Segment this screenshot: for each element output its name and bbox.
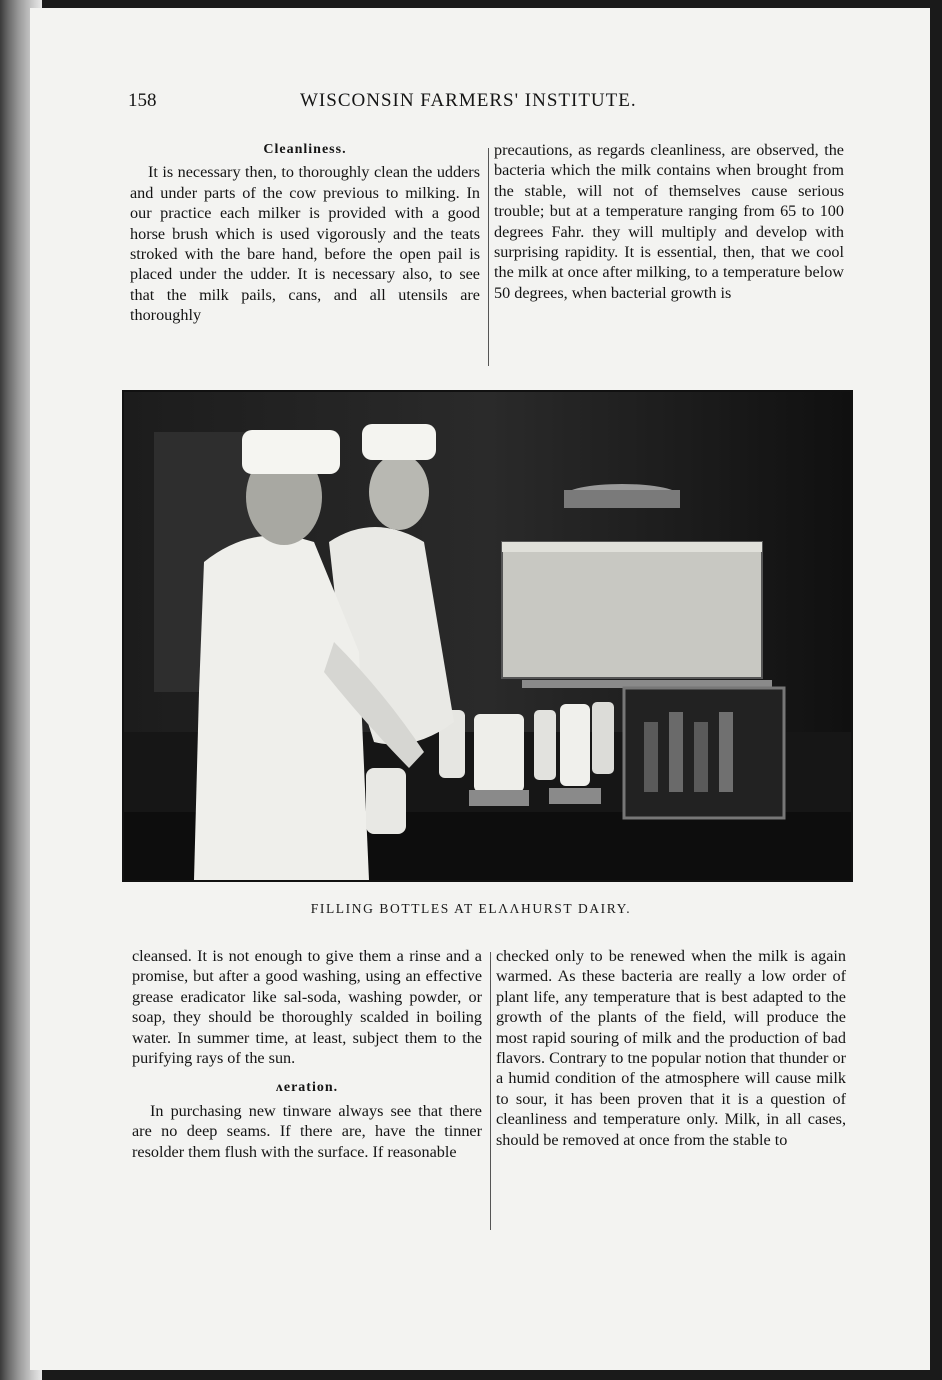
column-top-left	[130, 140, 480, 326]
paragraph-cleansed: cleansed. It is not enough to give them a rinse and a promise, but after a good washing, using an effective grease eradicator like sal-soda, washing powder, or soap, they should be thoroughly scalded in boiling water. In summer time, at least, subject them to the purifying rays of the sun.	[132, 947, 482, 1068]
paragraph-checked: checked only to be renewed when the milk is again warmed. As these bacteria are really a low order of plant life, any temperature that is best adapted to the growth of the plants of the field, will produce the most rapid souring of milk and the production of bad flavors. Contrary to tne popular notion that thunder or a humid condition of the atmosphere will cause milk to sour, it has been proven that it is a question of cleanliness and temperature only. Milk, in all cases, should be removed at once from the stable to	[496, 947, 846, 1149]
section-heading-aeration: ʌeration.	[275, 1080, 339, 1096]
column-top-right	[494, 140, 844, 303]
column-bottom-right	[496, 946, 846, 1150]
column-rule-bottom	[490, 952, 491, 1230]
column-bottom-left	[132, 946, 482, 1162]
running-head-title: WISCONSIN FARMERS' INSTITUTE.	[300, 90, 637, 111]
page-number: 158	[128, 90, 157, 111]
dairy-photograph	[122, 390, 853, 882]
running-head	[0, 90, 942, 114]
section-heading-cleanliness: Cleanliness.	[263, 142, 347, 157]
paragraph-cleanliness: It is necessary then, to thoroughly clean the udders and under parts of the cow previous to milking. In our practice each milker is provided with a good horse brush which is used vigorously and the teats stroked with the bare hand, before the open pail is placed under the udder. It is necessary also, to see that the milk pails, cans, and all utensils are thoroughly	[130, 163, 480, 325]
photo-illustration	[124, 392, 851, 880]
paragraph-precautions: precautions, as regards cleanliness, are observed, the bacteria which the milk contains when brought from the stable, will not of themselves cause serious trouble; but at a temperature ranging from 65 to 100 degrees Fahr. they will multiply and develop with surprising rapidity. It is essential, then, that we cool the milk at once after milking, to a temperature below 50 degrees, when bacterial growth is	[494, 141, 844, 302]
figure-caption: FILLING BOTTLES AT ELɅɅHURST DAIRY.	[310, 901, 632, 916]
column-rule-top	[488, 148, 489, 366]
paragraph-tinware: In purchasing new tinware always see that there are no deep seams. If there are, have the tinner resolder them flush with the surface. If reasonable	[132, 1101, 482, 1161]
